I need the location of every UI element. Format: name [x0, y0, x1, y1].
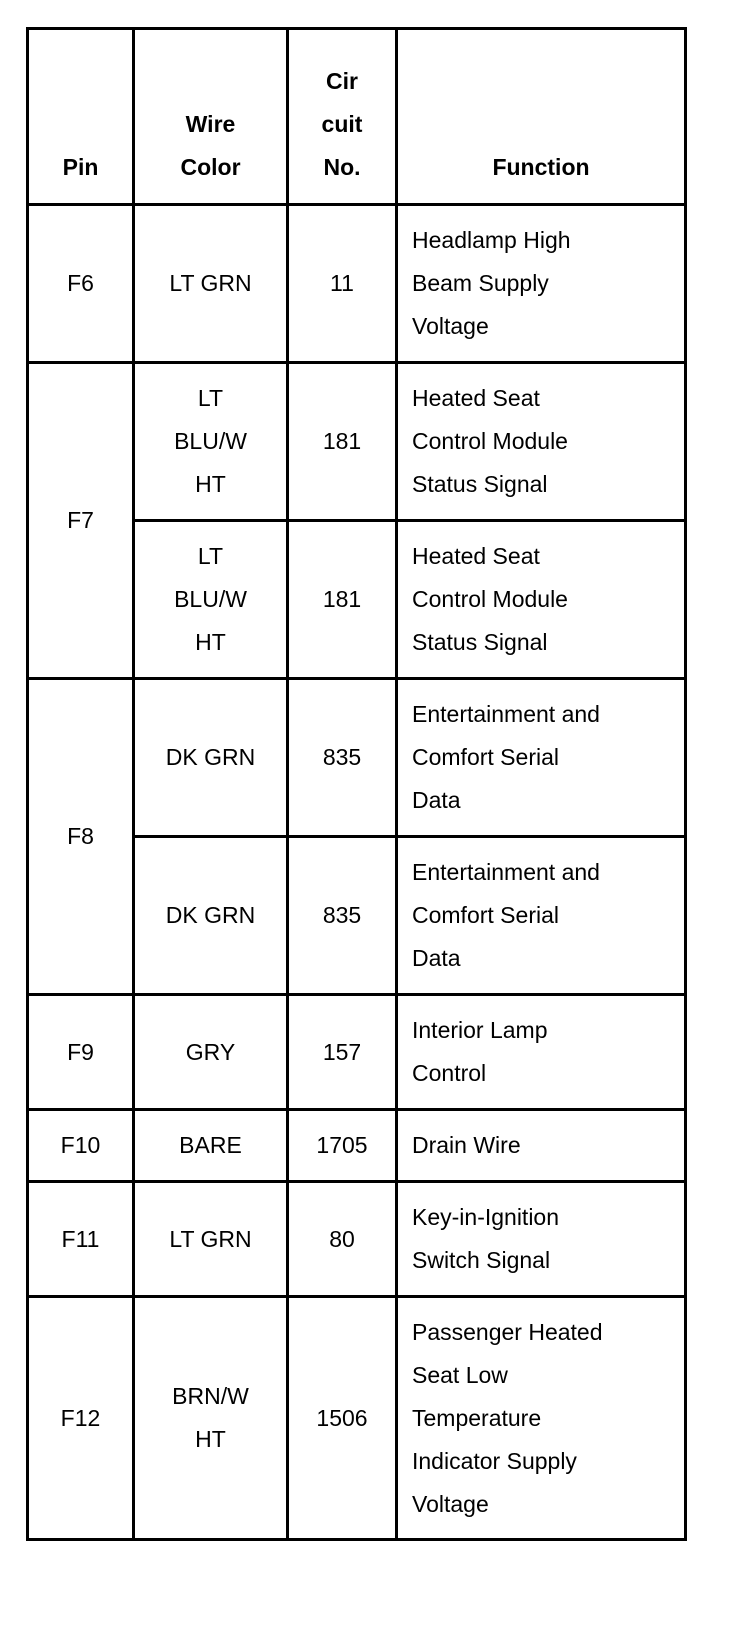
wire-color-cell: LT BLU/W HT: [134, 363, 288, 521]
pin-cell: F11: [28, 1182, 134, 1297]
circuit-no-cell: 181: [288, 363, 397, 521]
header-wire-color: Wire Color: [134, 29, 288, 205]
table-row: [28, 1297, 686, 1540]
function-cell: Heated Seat Control Module Status Signal: [397, 521, 686, 679]
wire-color-cell: BARE: [134, 1110, 288, 1182]
function-cell: Heated Seat Control Module Status Signal: [397, 363, 686, 521]
wire-color-cell: LT GRN: [134, 205, 288, 363]
header-circuit-no: Cir cuit No.: [288, 29, 397, 205]
wire-color-cell: BRN/W HT: [134, 1297, 288, 1540]
pin-cell: F6: [28, 205, 134, 363]
wire-color-cell: DK GRN: [134, 679, 288, 837]
circuit-no-cell: 80: [288, 1182, 397, 1297]
pin-cell: F10: [28, 1110, 134, 1182]
pin-cell: F12: [28, 1297, 134, 1540]
circuit-no-cell: 181: [288, 521, 397, 679]
function-cell: Key-in-Ignition Switch Signal: [397, 1182, 686, 1297]
table-row: [28, 1182, 686, 1297]
pin-cell: F8: [28, 679, 134, 995]
pin-cell: F7: [28, 363, 134, 679]
circuit-no-cell: 11: [288, 205, 397, 363]
function-cell: Entertainment and Comfort Serial Data: [397, 679, 686, 837]
pin-cell: F9: [28, 995, 134, 1110]
function-cell: Interior Lamp Control: [397, 995, 686, 1110]
header-row: [28, 29, 686, 205]
wire-color-cell: LT BLU/W HT: [134, 521, 288, 679]
function-cell: Drain Wire: [397, 1110, 686, 1182]
circuit-no-cell: 1506: [288, 1297, 397, 1540]
circuit-no-cell: 835: [288, 837, 397, 995]
table-row: [28, 205, 686, 363]
header-pin: Pin: [28, 29, 134, 205]
table-row: [28, 363, 686, 521]
function-cell: Passenger Heated Seat Low Temperature Indicator Supply Voltage: [397, 1297, 686, 1540]
function-cell: Headlamp High Beam Supply Voltage: [397, 205, 686, 363]
header-function: Function: [397, 29, 686, 205]
wire-color-cell: DK GRN: [134, 837, 288, 995]
table-row: [28, 679, 686, 837]
table-row: [28, 1110, 686, 1182]
circuit-no-cell: 1705: [288, 1110, 397, 1182]
circuit-no-cell: 835: [288, 679, 397, 837]
wire-color-cell: GRY: [134, 995, 288, 1110]
circuit-no-cell: 157: [288, 995, 397, 1110]
table-row: [28, 995, 686, 1110]
connector-pinout-table: [26, 27, 687, 1541]
wire-color-cell: LT GRN: [134, 1182, 288, 1297]
function-cell: Entertainment and Comfort Serial Data: [397, 837, 686, 995]
